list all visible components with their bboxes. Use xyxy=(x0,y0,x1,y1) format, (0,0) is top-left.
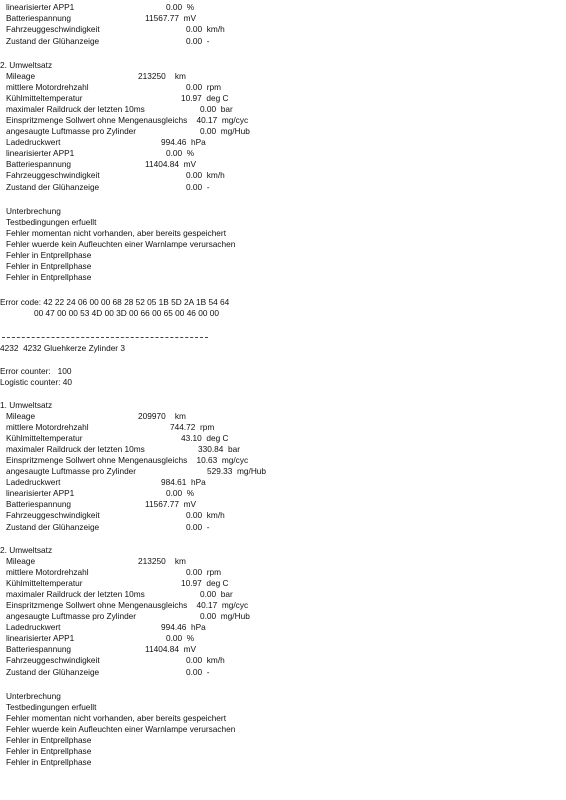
line-label: linearisierter APP1 xyxy=(6,633,75,643)
line-label: Ladedruckwert xyxy=(6,137,61,147)
line-value: 43.10 deg C xyxy=(181,433,229,443)
line-label: angesaugte Luftmasse pro Zylinder xyxy=(6,126,137,136)
line-label: Testbedingungen erfuellt xyxy=(6,217,97,227)
line-label: Mileage xyxy=(6,556,36,566)
line-label: Mileage xyxy=(6,411,36,421)
line-label: Zustand der Glühanzeige xyxy=(6,667,100,677)
line-label: Error code: 42 22 24 06 00 00 68 28 52 05 1B 5D 2A 1B 54 64 xyxy=(0,297,230,307)
line-value: 213250 km xyxy=(138,556,186,566)
line-label: Zustand der Glühanzeige xyxy=(6,522,100,532)
line-label: Ladedruckwert xyxy=(6,622,61,632)
line-label: Ladedruckwert xyxy=(6,477,61,487)
line-label: Kühlmitteltemperatur xyxy=(6,93,83,103)
line-value: 0.00 bar xyxy=(200,589,233,599)
line-value: 0.00 - xyxy=(186,182,210,192)
line-label: linearisierter APP1 xyxy=(6,488,75,498)
separator-line xyxy=(2,337,208,338)
line-value: 0.00 - xyxy=(186,667,210,677)
line-value: 984.61 hPa xyxy=(161,477,206,487)
line-label: Kühlmitteltemperatur xyxy=(6,578,83,588)
line-value: 529.33 mg/Hub xyxy=(207,466,267,476)
line-value: 0.00 mg/Hub xyxy=(200,126,250,136)
line-label: Einspritzmenge Sollwert ohne Mengenausgleichs 40.17 mg/cyc xyxy=(6,115,249,125)
line-label: linearisierter APP1 xyxy=(6,2,75,12)
line-value: 0.00 mg/Hub xyxy=(200,611,250,621)
line-value: 209970 km xyxy=(138,411,186,421)
line-label: Batteriespannung xyxy=(6,644,72,654)
line-label: Fahrzeuggeschwindigkeit xyxy=(6,24,100,34)
line-value: 213250 km xyxy=(138,71,186,81)
line-value: 11567.77 mV xyxy=(145,13,197,23)
line-label: linearisierter APP1 xyxy=(6,148,75,158)
line-label: Fehler momentan nicht vorhanden, aber bereits gespeichert xyxy=(6,228,226,238)
line-value: 0.00 km/h xyxy=(186,170,225,180)
line-label: Batteriespannung xyxy=(6,499,72,509)
line-value: 10.97 deg C xyxy=(181,93,229,103)
line-label: Mileage xyxy=(6,71,36,81)
line-label: Fehler wuerde kein Aufleuchten einer Warnlampe verursachen xyxy=(6,239,236,249)
line-value: 0.00 - xyxy=(186,36,210,46)
line-label: maximaler Raildruck der letzten 10ms xyxy=(6,104,145,114)
line-value: 11404.84 mV xyxy=(145,159,197,169)
line-label: 00 47 00 00 53 4D 00 3D 00 66 00 65 00 46 00 00 xyxy=(34,308,219,318)
line-label: Fahrzeuggeschwindigkeit xyxy=(6,170,100,180)
line-label: Kühlmitteltemperatur xyxy=(6,433,83,443)
line-label: Fehler momentan nicht vorhanden, aber bereits gespeichert xyxy=(6,713,226,723)
line-label: 2. Umweltsatz xyxy=(0,545,53,555)
line-value: 11567.77 mV xyxy=(145,499,197,509)
line-label: maximaler Raildruck der letzten 10ms xyxy=(6,589,145,599)
line-label: Fahrzeuggeschwindigkeit xyxy=(6,655,100,665)
line-label: Fehler in Entprellphase xyxy=(6,735,92,745)
line-label: Fehler in Entprellphase xyxy=(6,746,92,756)
line-label: 4232 4232 Gluehkerze Zylinder 3 xyxy=(0,343,125,353)
line-label: Zustand der Glühanzeige xyxy=(6,182,100,192)
line-label: 1. Umweltsatz xyxy=(0,400,53,410)
line-value: 0.00 rpm xyxy=(186,82,222,92)
line-label: Fehler in Entprellphase xyxy=(6,272,92,282)
line-value: 744.72 rpm xyxy=(170,422,215,432)
line-label: maximaler Raildruck der letzten 10ms xyxy=(6,444,145,454)
line-value: 0.00 bar xyxy=(200,104,233,114)
line-value: 0.00 % xyxy=(166,488,195,498)
line-value: 0.00 % xyxy=(166,2,195,12)
line-label: Fehler in Entprellphase xyxy=(6,757,92,767)
line-label: Einspritzmenge Sollwert ohne Mengenausgleichs 40.17 mg/cyc xyxy=(6,600,249,610)
line-label: Logistic counter: 40 xyxy=(0,377,72,387)
line-label: Testbedingungen erfuellt xyxy=(6,702,97,712)
line-label: Batteriespannung xyxy=(6,159,72,169)
line-label: mittlere Motordrehzahl xyxy=(6,422,89,432)
line-value: 0.00 km/h xyxy=(186,655,225,665)
line-label: Zustand der Glühanzeige xyxy=(6,36,100,46)
line-value: 0.00 km/h xyxy=(186,510,225,520)
line-value: 0.00 - xyxy=(186,522,210,532)
line-value: 0.00 rpm xyxy=(186,567,222,577)
line-label: angesaugte Luftmasse pro Zylinder xyxy=(6,611,137,621)
line-label: Fahrzeuggeschwindigkeit xyxy=(6,510,100,520)
line-value: 11404.84 mV xyxy=(145,644,197,654)
line-label: mittlere Motordrehzahl xyxy=(6,567,89,577)
line-label: Einspritzmenge Sollwert ohne Mengenausgleichs 10.63 mg/cyc xyxy=(6,455,249,465)
line-label: Error counter: 100 xyxy=(0,366,72,376)
line-label: Unterbrechung xyxy=(6,691,61,701)
line-value: 994.46 hPa xyxy=(161,137,206,147)
line-value: 10.97 deg C xyxy=(181,578,229,588)
line-value: 330.84 bar xyxy=(198,444,240,454)
line-value: 0.00 km/h xyxy=(186,24,225,34)
line-value: 0.00 % xyxy=(166,633,195,643)
line-value: 994.46 hPa xyxy=(161,622,206,632)
line-label: Fehler wuerde kein Aufleuchten einer Warnlampe verursachen xyxy=(6,724,236,734)
line-value: 0.00 % xyxy=(166,148,195,158)
line-label: angesaugte Luftmasse pro Zylinder xyxy=(6,466,137,476)
line-label: Unterbrechung xyxy=(6,206,61,216)
line-label: mittlere Motordrehzahl xyxy=(6,82,89,92)
line-label: Fehler in Entprellphase xyxy=(6,261,92,271)
line-label: Fehler in Entprellphase xyxy=(6,250,92,260)
line-label: Batteriespannung xyxy=(6,13,72,23)
line-label: 2. Umweltsatz xyxy=(0,60,53,70)
